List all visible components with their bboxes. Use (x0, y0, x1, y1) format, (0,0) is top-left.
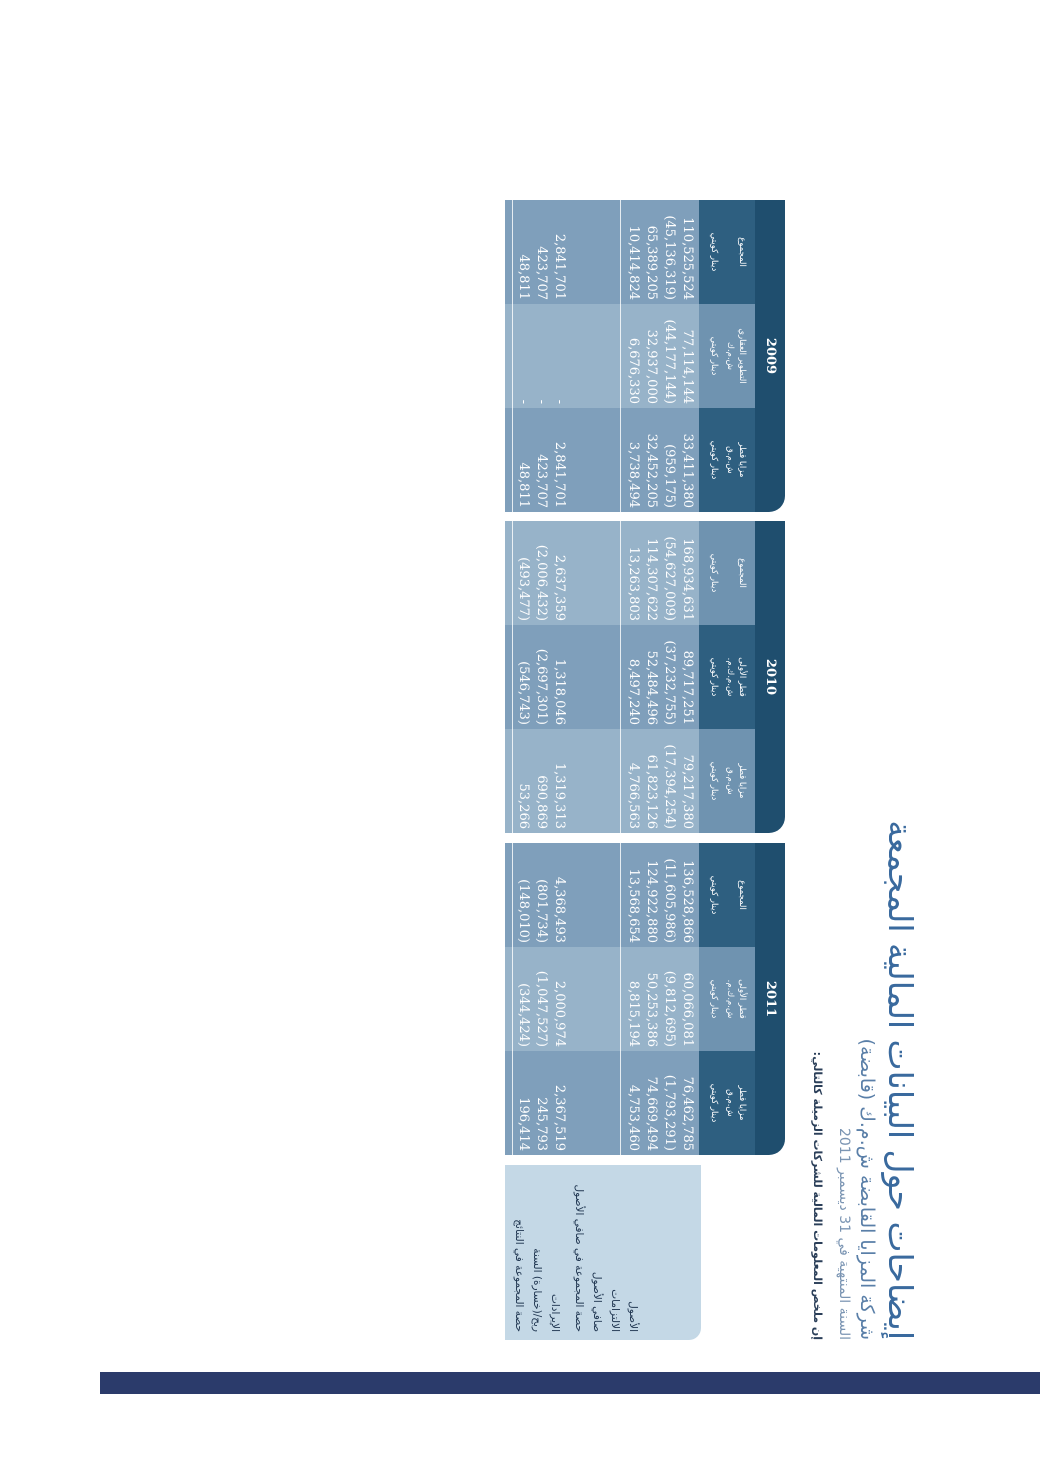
column-header: المجموع دينار كويتي (699, 843, 755, 947)
cell: 79,217,380 (680, 754, 695, 829)
year-header: 2009 (755, 200, 785, 512)
row-label-net-assets: صافي الأصول (591, 1271, 603, 1332)
cell: 65,389,205 (644, 225, 659, 300)
column-header: مزايا قطر ش.م.ق دينار كويتي (699, 729, 755, 833)
cell: 76,462,785 (680, 1076, 695, 1151)
row-label-assets: الأصول (627, 1301, 639, 1332)
cell: 13,568,654 (626, 868, 641, 943)
cell: 8,497,240 (626, 658, 641, 725)
year-group-2009 (505, 200, 785, 512)
cell: 2,841,701 (552, 441, 567, 508)
cell: 124,922,880 (644, 860, 659, 943)
cell: (801,734) (534, 879, 549, 943)
header (790, 100, 920, 1440)
cell: (44,177,144) (662, 319, 677, 404)
cell: (9,812,695) (662, 970, 677, 1047)
row-label-group-share-results: حصة المجموعة في النتائج (513, 1219, 525, 1332)
rotated-page (470, 100, 920, 1440)
column-header: المجموع دينار كويتي (699, 200, 755, 304)
cell: 3,738,494 (626, 441, 641, 508)
cell: - (534, 399, 549, 404)
cell: 690,869 (534, 775, 549, 829)
cell: 77,114,144 (680, 329, 695, 404)
row-label-revenue: الإيرادات (549, 1293, 561, 1332)
cell: 13,263,803 (626, 546, 641, 621)
column-mazaya-qatar (505, 408, 755, 512)
cell: 2,637,359 (552, 554, 567, 621)
column-header: التطوير العقاري ش.م.ك دينار كويتي (699, 304, 755, 408)
footer-bar (100, 1372, 1040, 1394)
cell: - (516, 399, 531, 404)
cell: 48,811 (516, 462, 531, 508)
cell: (1,047,527) (534, 970, 549, 1047)
cell: 52,484,496 (644, 650, 659, 725)
intro-text: إن ملخص المعلومات المالية للشركات الزميلة كالتالي: (811, 1051, 824, 1340)
cell: 245,793 (534, 1097, 549, 1151)
cell: (11,605,986) (662, 858, 677, 943)
cell: (546,743) (516, 661, 531, 725)
cell: (37,232,755) (662, 640, 677, 725)
cell: (493,477) (516, 557, 531, 621)
cell: (17,394,254) (662, 744, 677, 829)
row-label-profit-loss: ربح/(خسارة) السنة (531, 1248, 543, 1332)
cell: 89,717,251 (680, 650, 695, 725)
cell: (2,697,301) (534, 648, 549, 725)
column-header: مزايا قطر ش.م.ق دينار كويتي (699, 1051, 755, 1155)
column-real-estate-development (505, 304, 755, 408)
cell: 74,669,494 (644, 1076, 659, 1151)
cell: 423,707 (534, 454, 549, 508)
cell: - (552, 399, 567, 404)
cell: 33,411,380 (680, 433, 695, 508)
cell: 168,934,631 (680, 538, 695, 621)
cell: 4,766,563 (626, 762, 641, 829)
cell: 2,367,519 (552, 1084, 567, 1151)
column-header: مزايا قطر ش.م.ق دينار كويتي (699, 408, 755, 512)
column-total (505, 521, 755, 625)
column-header: قطر الأولى ش.م.ك.م. دينار كويتي (699, 625, 755, 729)
cell: (959,175) (662, 444, 677, 508)
page-title: إيضاحات حول البيانات المالية المجمعة (881, 820, 920, 1340)
cell: (344,424) (516, 983, 531, 1047)
company-name: شركة المزايا القابضة ش.م.ك (قابضة) (856, 1038, 878, 1340)
cell: (1,793,291) (662, 1074, 677, 1151)
cell: 32,937,000 (644, 329, 659, 404)
row-label-group-share-net-assets: حصة المجموعة في صافي الأصول (573, 1184, 585, 1332)
column-header: قطر الأولى ش.م.ك.م. دينار كويتي (699, 947, 755, 1051)
cell: 48,811 (516, 254, 531, 300)
column-mazaya-qatar (505, 729, 755, 833)
row-label-liabilities: الالتزامات (609, 1289, 621, 1332)
cell: 50,253,386 (644, 972, 659, 1047)
cell: 6,676,330 (626, 337, 641, 404)
cell: 1,319,313 (552, 762, 567, 829)
associates-table (505, 100, 785, 1440)
cell: 8,815,194 (626, 980, 641, 1047)
cell: 32,452,205 (644, 433, 659, 508)
cell: 4,368,493 (552, 876, 567, 943)
year-group-2011 (505, 843, 785, 1155)
column-header: المجموع دينار كويتي (699, 521, 755, 625)
cell: 61,823,126 (644, 754, 659, 829)
cell: 60,066,081 (680, 972, 695, 1047)
cell: 1,318,046 (552, 658, 567, 725)
year-header: 2011 (755, 843, 785, 1155)
cell: 110,525,524 (680, 217, 695, 300)
cell: (2,006,432) (534, 544, 549, 621)
cell: (54,627,009) (662, 536, 677, 621)
cell: (148,010) (516, 879, 531, 943)
column-total (505, 200, 755, 304)
cell: 53,266 (516, 783, 531, 829)
cell: (45,136,319) (662, 215, 677, 300)
period-line: السنة المنتهية في 31 ديسمبر 2011 (836, 1127, 852, 1340)
year-header: 2010 (755, 521, 785, 833)
row-label-column (505, 1165, 701, 1340)
column-qatar-first (505, 625, 755, 729)
cell: 2,000,974 (552, 980, 567, 1047)
column-qatar-first (505, 947, 755, 1051)
cell: 2,841,701 (552, 233, 567, 300)
cell: 196,414 (516, 1097, 531, 1151)
cell: 114,307,622 (644, 538, 659, 621)
cell: 4,753,460 (626, 1084, 641, 1151)
year-group-2010 (505, 521, 785, 833)
cell: 423,707 (534, 246, 549, 300)
column-mazaya-qatar (505, 1051, 755, 1155)
column-total (505, 843, 755, 947)
cell: 136,528,866 (680, 860, 695, 943)
cell: 10,414,824 (626, 225, 641, 300)
